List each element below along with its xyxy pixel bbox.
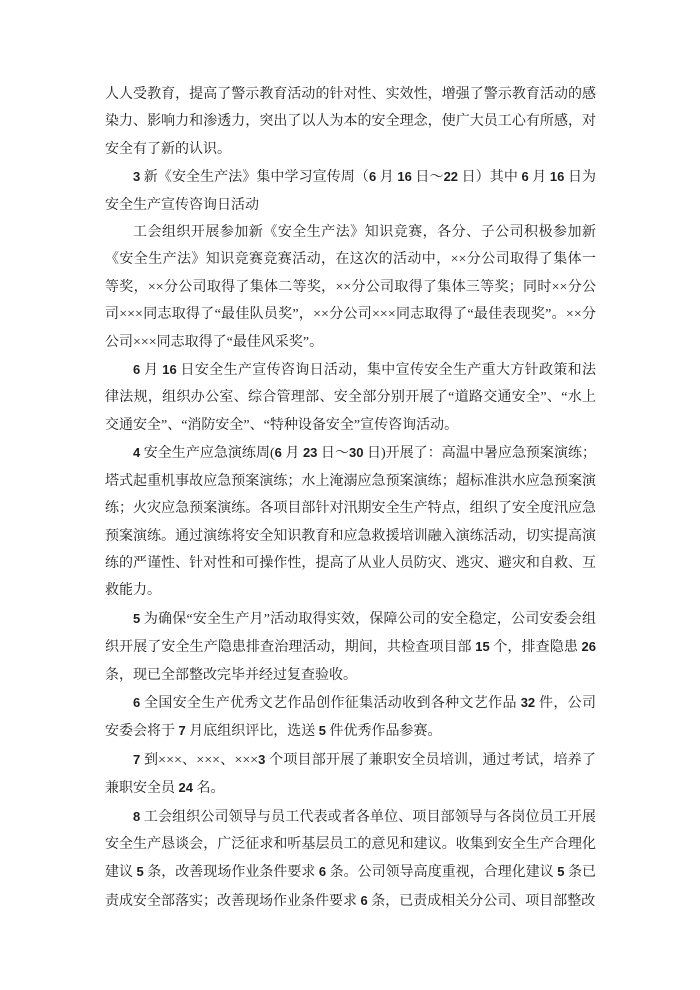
paragraph: 工会组织开展参加新《安全生产法》知识竞赛，各分、子公司积极参加新《安全生产法》知识竞赛竞赛活动，在这次的活动中，××分公司取得了集体一等奖，××分公司取得了集体二等奖，××分公司取得了集体三等奖；同时××分公司×××同志取得了“最佳队员奖”，××分公司×××同志取得了“最佳表现奖”。××分公司×××同志取得了“最佳风采奖”。 <box>105 225 596 350</box>
document-body <box>105 81 596 915</box>
paragraph: 5 为确保“安全生产月”活动取得实效，保障公司的安全稳定，公司安委会组织开展了安全生产隐患排查治理活动，期间，共检查项目部 15 个，排查隐患 26 条，现已全部整改完毕并经过复查验收。 <box>105 610 597 683</box>
paragraph: 3 新《安全生产法》集中学习宣传周（6 月 16 日～22 日）其中 6 月 16 日为安全生产宣传咨询日活动 <box>105 169 597 213</box>
paragraph: 6 月 16 日安全生产宣传咨询日活动，集中宣传安全生产重大方针政策和法律法规，组织办公室、综合管理部、安全部分别开展了“道路交通安全”、“水上交通安全”、“消防安全”、“特种设备安全”宣传咨询活动。 <box>105 362 597 433</box>
paragraph: 人人受教育，提高了警示教育活动的针对性、实效性，增强了警示教育活动的感染力、影响力和渗透力，突出了以人为本的安全理念，使广大员工心有所感，对安全有了新的认识。 <box>105 87 596 157</box>
paragraph: 6 全国安全生产优秀文艺作品创作征集活动收到各种文艺作品 32 件，公司安委会将于 7 月底组织评比，选送 5 件优秀作品参赛。 <box>105 694 597 740</box>
paragraph: 8 工会组织公司领导与员工代表或者各单位、项目部领导与各岗位员工开展安全生产恳谈会，广泛征求和听基层员工的意见和建议。收集到安全生产合理化建议 5 条，改善现场作业条件要求 6 条。公司领导高度重视，合理化建议 5 条已责成安全部落实；改善现场作业条件要求 6 条，已责成相关分公司、项目部整改 <box>105 808 597 909</box>
paragraph: 4 安全生产应急演练周(6 月 23 日～30 日)开展了：高温中暑应急预案演练；塔式起重机事故应急预案演练；水上淹溺应急预案演练；超标准洪水应急预案演练；火灾应急预案演练。各项目部针对汛期安全生产特点，组织了安全度汛应急预案演练。通过演练将安全知识教育和应急救援培训融入演练活动，切实提高演练的严谨性、针对性和可操作性，提高了从业人员防灾、逃灾、避灾和自救、互救能力。 <box>105 445 597 599</box>
paragraph: 7 到×××、×××、×××3 个项目部开展了兼职安全员培训，通过考试，培养了兼职安全员 24 名。 <box>105 751 597 797</box>
